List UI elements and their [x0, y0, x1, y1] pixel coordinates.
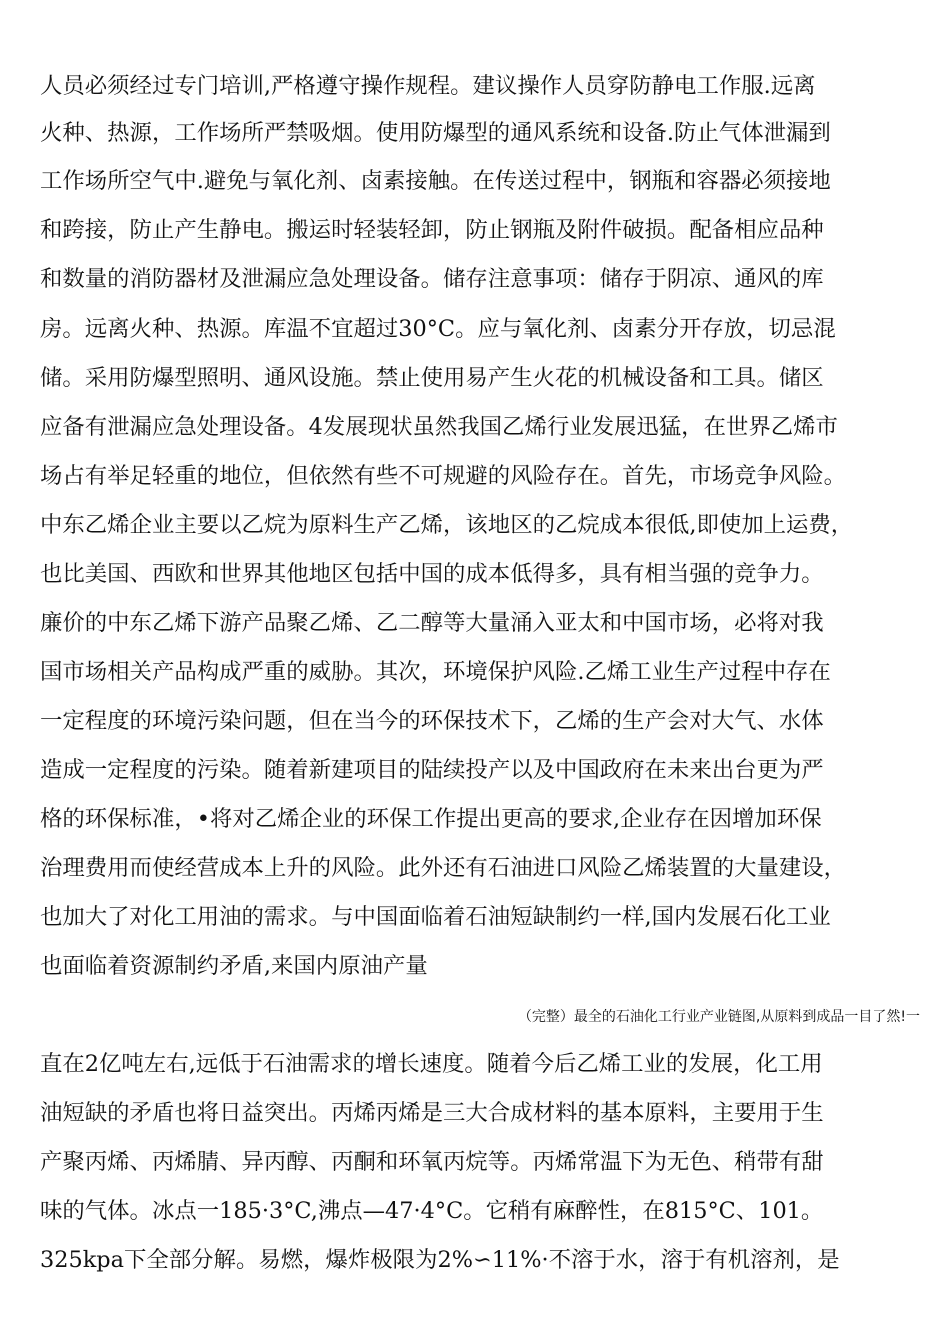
text-line: 也比美国、西欧和世界其他地区包括中国的成本低得多，具有相当强的竞争力。 [40, 561, 824, 587]
text-line: 格的环保标准，•将对乙烯企业的环保工作提出更高的要求,企业存在因增加环保 [40, 806, 822, 832]
text-line: 应备有泄漏应急处理设备。4发展现状虽然我国乙烯行业发展迅猛，在世界乙烯市 [40, 414, 838, 440]
figure-caption: （完整）最全的石油化工行业产业链图,从原料到成品一目了然!一 [517, 1009, 920, 1025]
text-line: 直在2亿吨左右,远低于石油需求的增长速度。随着今后乙烯工业的发展，化工用 [40, 1051, 823, 1077]
text-line: 325kpa下全部分解。易燃，爆炸极限为2%∽11%·不溶于水，溶于有机溶剂，是 [40, 1247, 840, 1273]
text-line: 和数量的消防器材及泄漏应急处理设备。储存注意事项：储存于阴凉、通风的库 [40, 266, 824, 292]
text-line: 治理费用而使经营成本上升的风险。此外还有石油进口风险乙烯装置的大量建设， [40, 855, 847, 881]
text-line: 一定程度的环境污染问题，但在当今的环保技术下，乙烯的生产会对大气、水体 [40, 708, 824, 734]
text-line: 产聚丙烯、丙烯腈、异丙醇、丙酮和环氧丙烷等。丙烯常温下为无色、稍带有甜 [40, 1149, 824, 1175]
text-line: 场占有举足轻重的地位，但依然有些不可规避的风险存在。首先，市场竞争风险。 [40, 463, 847, 489]
text-line: 储。采用防爆型照明、通风设施。禁止使用易产生火花的机械设备和工具。储区 [40, 365, 824, 391]
text-line: 造成一定程度的污染。随着新建项目的陆续投产以及中国政府在未来出台更为严 [40, 757, 824, 783]
text-line: 房。远离火种、热源。库温不宜超过30°C。应与氧化剂、卤素分开存放，切忌混 [40, 316, 836, 342]
text-line: 也面临着资源制约矛盾,来国内原油产量 [40, 953, 428, 979]
text-line: 和跨接，防止产生静电。搬运时轻装轻卸，防止钢瓶及附件破损。配备相应品种 [40, 217, 824, 243]
text-line: 火种、热源，工作场所严禁吸烟。使用防爆型的通风系统和设备.防止气体泄漏到 [40, 120, 831, 146]
text-line: 国市场相关产品构成严重的威胁。其次，环境保护风险.乙烯工业生产过程中存在 [40, 659, 831, 685]
text-line: 廉价的中东乙烯下游产品聚乙烯、乙二醇等大量涌入亚太和中国市场，必将对我 [40, 610, 824, 636]
text-line: 油短缺的矛盾也将日益突出。丙烯丙烯是三大合成材料的基本原料，主要用于生 [40, 1100, 824, 1126]
text-line: 也加大了对化工用油的需求。与中国面临着石油短缺制约一样,国内发展石化工业 [40, 904, 831, 930]
text-line: 中东乙烯企业主要以乙烷为原料生产乙烯，该地区的乙烷成本很低,即使加上运费， [40, 512, 854, 538]
text-line: 人员必须经过专门培训,严格遵守操作规程。建议操作人员穿防静电工作服.远离 [40, 73, 816, 99]
text-line: 味的气体。冰点一185·3°C,沸点—47·4°C。它稍有麻醉性，在815°C、101。 [40, 1198, 824, 1224]
text-line: 工作场所空气中.避免与氧化剂、卤素接触。在传送过程中，钢瓶和容器必须接地 [40, 168, 831, 194]
